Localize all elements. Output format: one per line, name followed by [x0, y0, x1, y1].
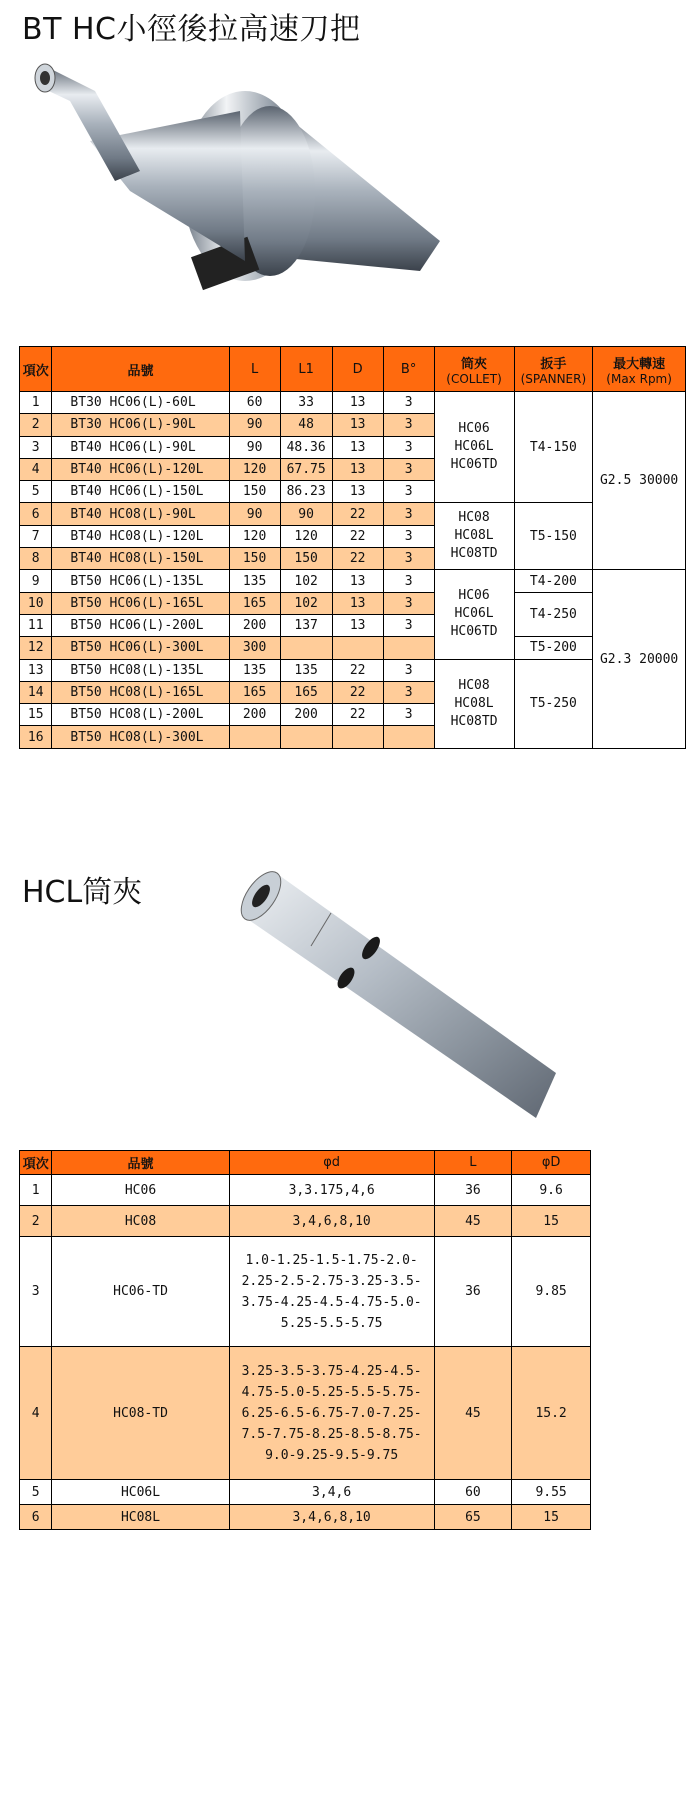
- phid-line: 4.75-5.0-5.25-5.5-5.75-: [241, 1384, 422, 1400]
- row-L1: [280, 726, 332, 748]
- header-model: 品號: [52, 347, 229, 392]
- spanner-value: T4-200: [514, 570, 593, 592]
- row-no: 12: [20, 637, 52, 659]
- row-model: BT50 HC08(L)-165L: [52, 681, 229, 703]
- row-L1: 48: [280, 414, 332, 436]
- header-L: L: [229, 347, 280, 392]
- row-B: 3: [383, 436, 434, 458]
- phid-line: 1.0-1.25-1.5-1.75-2.0-: [245, 1252, 418, 1268]
- row-model: BT30 HC06(L)-90L: [52, 414, 229, 436]
- row-D: [332, 726, 383, 748]
- row-model: BT40 HC08(L)-150L: [52, 548, 229, 570]
- phid-line: 5.25-5.5-5.75: [280, 1315, 383, 1331]
- collet-name: HC06TD: [450, 457, 498, 473]
- row-L: 300: [229, 637, 280, 659]
- phid-line: 3,4,6,8,10: [292, 1213, 371, 1229]
- table-row: [20, 1347, 591, 1480]
- row-model: BT40 HC08(L)-120L: [52, 525, 229, 547]
- row-no: 3: [20, 436, 52, 458]
- row-L: 45: [434, 1347, 512, 1480]
- row-L: 165: [229, 592, 280, 614]
- row-phid: [229, 1505, 434, 1530]
- row-model: BT50 HC06(L)-165L: [52, 592, 229, 614]
- table-row: [20, 392, 686, 414]
- row-B: 3: [383, 704, 434, 726]
- row-L: 90: [229, 414, 280, 436]
- row-B: [383, 726, 434, 748]
- row-L: 200: [229, 614, 280, 636]
- row-D: 13: [332, 436, 383, 458]
- row-D: 22: [332, 525, 383, 547]
- phid-line: 3,3.175,4,6: [288, 1182, 375, 1198]
- row-L1: 67.75: [280, 458, 332, 480]
- collet-name: HC06: [458, 421, 490, 437]
- row-B: 3: [383, 592, 434, 614]
- row-D: 22: [332, 681, 383, 703]
- collet-image: [236, 858, 596, 1134]
- row-B: 3: [383, 659, 434, 681]
- row-L: 120: [229, 525, 280, 547]
- row-no: 5: [20, 481, 52, 503]
- row-L1: 165: [280, 681, 332, 703]
- row-phid: [229, 1347, 434, 1480]
- row-D: 22: [332, 704, 383, 726]
- table-row: [20, 1206, 591, 1237]
- header-phiD: φD: [512, 1151, 591, 1175]
- phid-line: 3,4,6: [312, 1484, 352, 1500]
- row-L1: 137: [280, 614, 332, 636]
- row-B: [383, 637, 434, 659]
- row-D: 13: [332, 458, 383, 480]
- row-no: 2: [20, 414, 52, 436]
- row-no: 7: [20, 525, 52, 547]
- row-no: 9: [20, 570, 52, 592]
- row-phid: [229, 1206, 434, 1237]
- row-no: 10: [20, 592, 52, 614]
- collet-name: HC06L: [454, 606, 494, 622]
- row-no: 6: [20, 503, 52, 525]
- row-model: BT30 HC06(L)-60L: [52, 392, 229, 414]
- table-row: [20, 637, 686, 659]
- header-D: D: [332, 347, 383, 392]
- spanner-value: T5-200: [514, 637, 593, 659]
- header-L1: L1: [280, 347, 332, 392]
- collet-name: HC08L: [454, 528, 494, 544]
- row-no: 5: [20, 1480, 52, 1505]
- tool-holder-image: [30, 56, 450, 321]
- row-B: 3: [383, 681, 434, 703]
- collet-group: [434, 659, 514, 748]
- row-model: HC08L: [52, 1505, 229, 1530]
- table-row: [20, 592, 686, 614]
- row-L: 65: [434, 1505, 512, 1530]
- row-model: HC06L: [52, 1480, 229, 1505]
- phid-line: 3.25-3.5-3.75-4.25-4.5-: [241, 1363, 422, 1379]
- row-L: 60: [434, 1480, 512, 1505]
- spanner-value: T4-150: [514, 392, 593, 503]
- collet-name: HC06: [458, 588, 490, 604]
- row-no: 16: [20, 726, 52, 748]
- table-row: [20, 1175, 591, 1206]
- phid-line: 2.25-2.5-2.75-3.25-3.5-: [241, 1273, 422, 1289]
- header-B: B°: [383, 347, 434, 392]
- row-no: 15: [20, 704, 52, 726]
- row-L: 200: [229, 704, 280, 726]
- row-model: BT50 HC08(L)-300L: [52, 726, 229, 748]
- row-no: 1: [20, 392, 52, 414]
- row-model: HC06-TD: [52, 1237, 229, 1347]
- header-rpm: 最大轉速 (Max Rpm): [593, 347, 686, 392]
- row-L: 36: [434, 1237, 512, 1347]
- row-B: 3: [383, 570, 434, 592]
- row-model: HC06: [52, 1175, 229, 1206]
- row-B: 3: [383, 458, 434, 480]
- row-B: 3: [383, 414, 434, 436]
- row-D: 13: [332, 414, 383, 436]
- row-phid: [229, 1175, 434, 1206]
- row-L: 36: [434, 1175, 512, 1206]
- row-L: 60: [229, 392, 280, 414]
- table-row: [20, 503, 686, 525]
- collet-name: HC08TD: [450, 546, 498, 562]
- row-L: 150: [229, 481, 280, 503]
- row-L1: 200: [280, 704, 332, 726]
- row-model: BT50 HC06(L)-200L: [52, 614, 229, 636]
- row-phid: [229, 1237, 434, 1347]
- row-D: [332, 637, 383, 659]
- row-L: [229, 726, 280, 748]
- row-B: 3: [383, 525, 434, 547]
- collet-name: HC08: [458, 677, 490, 693]
- collet-name: HC08TD: [450, 713, 498, 729]
- row-D: 13: [332, 570, 383, 592]
- row-model: HC08: [52, 1206, 229, 1237]
- collet-group: [434, 503, 514, 570]
- row-no: 11: [20, 614, 52, 636]
- row-L1: [280, 637, 332, 659]
- row-L: 120: [229, 458, 280, 480]
- row-model: BT50 HC08(L)-135L: [52, 659, 229, 681]
- row-L: 90: [229, 503, 280, 525]
- row-L1: 102: [280, 592, 332, 614]
- spanner-value: T4-250: [514, 592, 593, 637]
- collet-name: HC06L: [454, 439, 494, 455]
- row-B: 3: [383, 392, 434, 414]
- collet-section-title: HCL筒夾: [22, 875, 143, 910]
- row-L: 135: [229, 659, 280, 681]
- collet-spec-table: [19, 1150, 591, 1530]
- phid-line: 7.5-7.75-8.25-8.5-8.75-: [241, 1426, 422, 1442]
- row-L: 150: [229, 548, 280, 570]
- row-B: 3: [383, 614, 434, 636]
- table-row: [20, 570, 686, 592]
- row-no: 3: [20, 1237, 52, 1347]
- header-collet: 筒夾 (COLLET): [434, 347, 514, 392]
- row-model: BT50 HC06(L)-135L: [52, 570, 229, 592]
- row-phiD: 9.6: [512, 1175, 591, 1206]
- row-L1: 150: [280, 548, 332, 570]
- row-L1: 86.23: [280, 481, 332, 503]
- row-phiD: 9.55: [512, 1480, 591, 1505]
- row-L1: 48.36: [280, 436, 332, 458]
- rpm-value: G2.3 20000: [593, 570, 686, 748]
- table-row: [20, 1480, 591, 1505]
- row-D: 22: [332, 659, 383, 681]
- row-model: BT40 HC08(L)-90L: [52, 503, 229, 525]
- row-L: 165: [229, 681, 280, 703]
- row-D: 22: [332, 548, 383, 570]
- table-row: [20, 1505, 591, 1530]
- collet-name: HC08: [458, 510, 490, 526]
- row-B: 3: [383, 481, 434, 503]
- row-D: 13: [332, 481, 383, 503]
- collet-name: HC08L: [454, 695, 494, 711]
- header-phid: φd: [229, 1151, 434, 1175]
- row-D: 13: [332, 392, 383, 414]
- row-no: 4: [20, 458, 52, 480]
- row-L1: 102: [280, 570, 332, 592]
- holder-spec-table: [19, 346, 686, 749]
- header-spanner: 扳手 (SPANNER): [514, 347, 593, 392]
- row-model: BT40 HC06(L)-120L: [52, 458, 229, 480]
- row-D: 22: [332, 503, 383, 525]
- page-title: BT HC小徑後拉高速刀把: [22, 12, 361, 47]
- row-no: 8: [20, 548, 52, 570]
- row-model: BT40 HC06(L)-90L: [52, 436, 229, 458]
- collet-name: HC06TD: [450, 624, 498, 640]
- row-no: 4: [20, 1347, 52, 1480]
- row-phiD: 9.85: [512, 1237, 591, 1347]
- phid-line: 3.75-4.25-4.5-4.75-5.0-: [241, 1294, 422, 1310]
- header-no: 項次: [20, 347, 52, 392]
- table-row: [20, 659, 686, 681]
- header-no: 項次: [20, 1151, 52, 1175]
- spanner-value: T5-250: [514, 659, 593, 748]
- row-D: 13: [332, 614, 383, 636]
- row-phiD: 15: [512, 1206, 591, 1237]
- row-model: BT50 HC08(L)-200L: [52, 704, 229, 726]
- row-phid: [229, 1480, 434, 1505]
- rpm-value: G2.5 30000: [593, 392, 686, 570]
- row-model: BT40 HC06(L)-150L: [52, 481, 229, 503]
- row-no: 6: [20, 1505, 52, 1530]
- spanner-value: T5-150: [514, 503, 593, 570]
- row-D: 13: [332, 592, 383, 614]
- phid-line: 6.25-6.5-6.75-7.0-7.25-: [241, 1405, 422, 1421]
- row-L: 135: [229, 570, 280, 592]
- row-L1: 135: [280, 659, 332, 681]
- row-no: 13: [20, 659, 52, 681]
- header-L: L: [434, 1151, 512, 1175]
- row-B: 3: [383, 503, 434, 525]
- row-L: 45: [434, 1206, 512, 1237]
- row-phiD: 15.2: [512, 1347, 591, 1480]
- row-no: 1: [20, 1175, 52, 1206]
- collet-group: [434, 392, 514, 503]
- row-L1: 33: [280, 392, 332, 414]
- row-L: 90: [229, 436, 280, 458]
- row-no: 2: [20, 1206, 52, 1237]
- phid-line: 9.0-9.25-9.5-9.75: [265, 1447, 399, 1463]
- row-model: HC08-TD: [52, 1347, 229, 1480]
- row-no: 14: [20, 681, 52, 703]
- row-L1: 90: [280, 503, 332, 525]
- header-model: 品號: [52, 1151, 229, 1175]
- row-phiD: 15: [512, 1505, 591, 1530]
- phid-line: 3,4,6,8,10: [292, 1509, 371, 1525]
- row-model: BT50 HC06(L)-300L: [52, 637, 229, 659]
- table-row: [20, 1237, 591, 1347]
- row-B: 3: [383, 548, 434, 570]
- row-L1: 120: [280, 525, 332, 547]
- collet-group: [434, 570, 514, 659]
